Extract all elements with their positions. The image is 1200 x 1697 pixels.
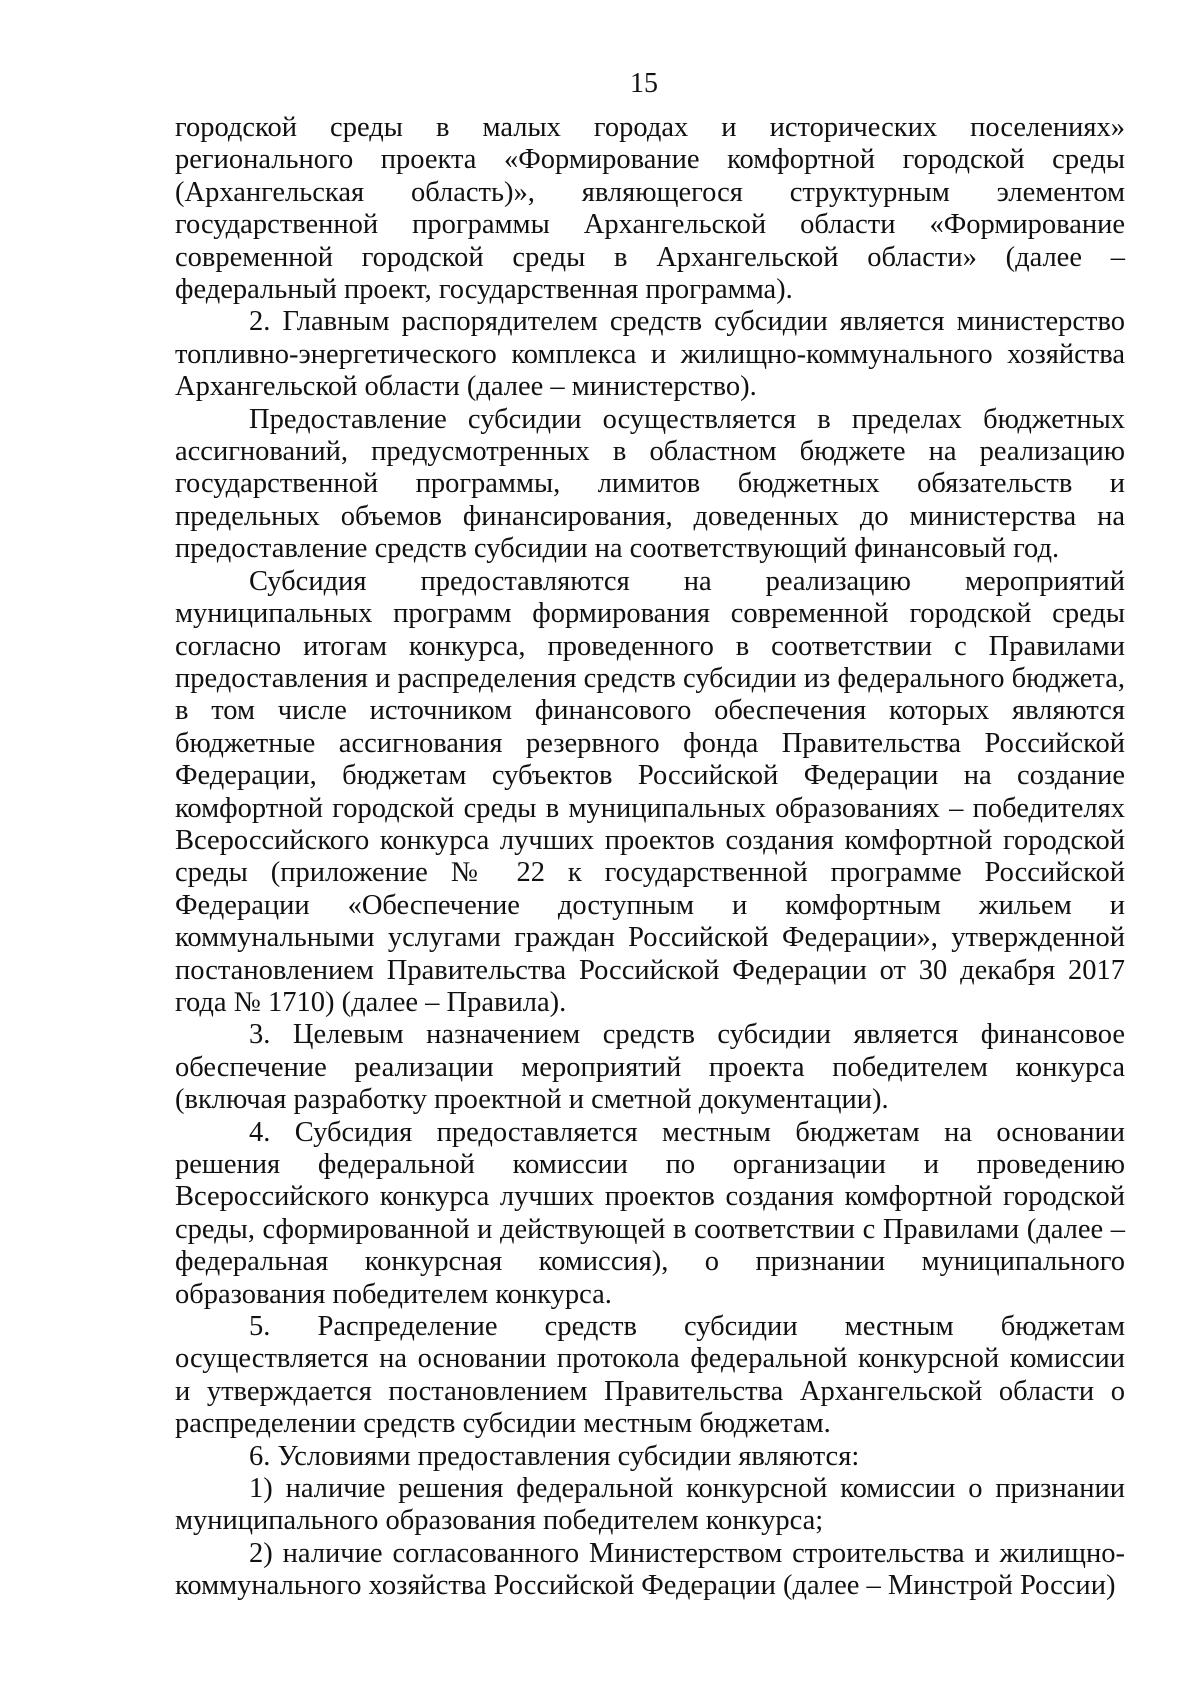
paragraph-clause-3: 3. Целевым назначением средств субсидии является финансовое обеспечение реализации мероприятий проекта победителем конкурса (включая разработку проектной и сметной документации). — [175, 1019, 1125, 1116]
document-body — [175, 112, 1125, 1603]
page-number: 15 — [630, 68, 658, 99]
paragraph-clause-5: 5. Распределение средств субсидии местным бюджетам осуществляется на основании протокола федеральной конкурсной комиссии и утверждается постановлением Правительства Архангельской области о распределении средств субсидии местным бюджетам. — [175, 1311, 1125, 1440]
paragraph-condition-2: 2) наличие согласованного Министерством строительства и жилищно-коммунального хозяйства Российской Федерации (далее – Минстрой России) — [175, 1537, 1125, 1602]
paragraph-subsidy-purpose: Субсидия предоставляются на реализацию мероприятий муниципальных программ формирования современной городской среды согласно итогам конкурса, проведенного в соответствии с Правилами предоставления и распределения средств субсидии из федерального бюджета, в том числе источником финансового обеспечения которых являются бюджетные ассигнования резервного фонда Правительства Российской Федерации, бюджетам субъектов Российской Федерации на создание комфортной городской среды в муниципальных образованиях – победителях Всероссийского конкурса лучших проектов создания комфортной городской среды (приложение № 22 к государственной программе Российской Федерации «Обеспечение доступным и комфортным жильем и коммунальными услугами граждан Российской Федерации», утвержденной постановлением Правительства Российской Федерации от 30 декабря 2017 года № 1710) (далее – Правила). — [175, 565, 1125, 1018]
paragraph-budget-allocations: Предоставление субсидии осуществляется в пределах бюджетных ассигнований, предусмотренных в областном бюджете на реализацию государственной программы, лимитов бюджетных обязательств и предельных объемов финансирования, доведенных до министерства на предоставление средств субсидии на соответствующий финансовый год. — [175, 403, 1125, 565]
paragraph-continuation: городской среды в малых городах и исторических поселениях» регионального проекта «Формирование комфортной городской среды (Архангельская область)», являющегося структурным элементом государственной программы Архангельской области «Формирование современной городской среды в Архангельской области» (далее – федеральный проект, государственная программа). — [175, 112, 1125, 306]
paragraph-condition-1: 1) наличие решения федеральной конкурсной комиссии о признании муниципального образования победителем конкурса; — [175, 1473, 1125, 1537]
paragraph-clause-4: 4. Субсидия предоставляется местным бюджетам на основании решения федеральной комиссии по организации и проведению Всероссийского конкурса лучших проектов создания комфортной городской среды, сформированной и действующей в соответствии с Правилами (далее – федеральная конкурсная комиссия), о признании муниципального образования победителем конкурса. — [175, 1116, 1125, 1310]
paragraph-clause-6: 6. Условиями предоставления субсидии являются: — [249, 1440, 860, 1472]
paragraph-clause-2: 2. Главным распорядителем средств субсидии является министерство топливно-энергетического комплекса и жилищно-коммунального хозяйства Архангельской области (далее – министерство). — [175, 306, 1125, 403]
